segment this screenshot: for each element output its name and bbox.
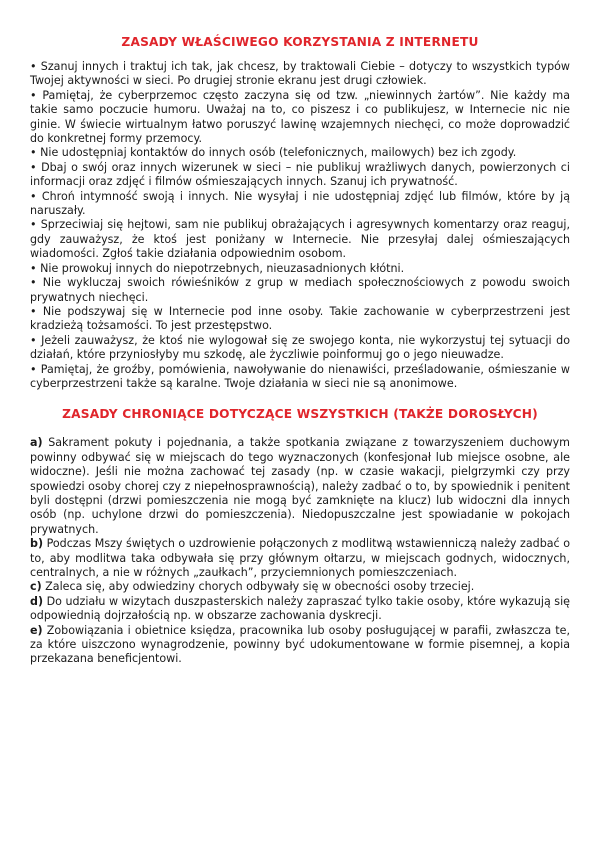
protective-rule-item xyxy=(30,580,570,594)
rule-text: Podczas Mszy świętych o uzdrowienie połączonych z modlitwą wstawienniczą należy zadbać o to, aby modlitwa taka odbywała się przy głównym ołtarzu, w miejscach godnych, widocznych, centralnych, a nie w różnych „zaułkach”, przyciemnionych pomieszczeniach. xyxy=(30,537,570,579)
internet-rule-item: • Dbaj o swój oraz innych wizerunek w sieci – nie publikuj wrażliwych danych, powierzonych ci informacji oraz zdjęć i filmów ośmieszających innych. Szanuj ich prywatność. xyxy=(30,160,570,189)
protective-rules-list xyxy=(30,436,570,667)
rule-text: Zaleca się, aby odwiedziny chorych odbywały się w obecności osoby trzeciej. xyxy=(41,580,475,594)
rule-letter: b) xyxy=(30,537,44,551)
internet-rule-item: • Nie udostępniaj kontaktów do innych osób (telefonicznych, mailowych) bez ich zgody. xyxy=(30,146,517,160)
internet-rule-item: • Nie prowokuj innych do niepotrzebnych, nieuzasadnionych kłótni. xyxy=(30,261,405,275)
internet-rule-item: • Chroń intymność swoją i innych. Nie wysyłaj i nie udostępniaj zdjęć lub filmów, które by ją naruszały. xyxy=(30,189,570,218)
internet-rule-item: • Pamiętaj, że cyberprzemoc często zaczyna się od tzw. „niewinnych żartów”. Nie każdy ma takie samo poczucie humoru. Uważaj na to, co piszesz i co publikujesz, w Internecie nic nie ginie. W świecie wirtualnym łatwo poruszyć lawinę wzajemnych niechęci, co może doprowadzić do konkretnej formy przemocy. xyxy=(30,88,570,146)
internet-rules-list xyxy=(30,60,570,391)
internet-rule-item: • Nie podszywaj się w Internecie pod inne osoby. Takie zachowanie w cyberprzestrzeni jest kradzieżą tożsamości. To jest przestępstwo. xyxy=(30,304,570,333)
protective-rule-item xyxy=(30,624,570,667)
internet-rule-item: • Pamiętaj, że groźby, pomówienia, nawoływanie do nienawiści, prześladowanie, ośmieszanie w cyberprzestrzeni także są karalne. Twoje działania w sieci nie są anonimowe. xyxy=(30,362,570,390)
section-internet-heading: ZASADY WŁAŚCIWEGO KORZYSTANIA Z INTERNETU xyxy=(121,35,479,49)
internet-rule-item: • Szanuj innych i traktuj ich tak, jak chcesz, by traktowali Ciebie – dotyczy to wszystkich typów Twojej aktywności w sieci. Po drugiej stronie ekranu jest drugi człowiek. xyxy=(30,60,570,88)
rule-letter: a) xyxy=(30,436,43,450)
rule-letter: c) xyxy=(30,580,42,594)
protective-rule-item xyxy=(30,537,570,580)
rule-text: Sakrament pokuty i pojednania, a także spotkania związane z towarzyszeniem duchowym powinny odbywać się w miejscach do tego wyznaczonych (konfesjonał lub miejsce osobne, ale widoczne). Jeśli nie można zachować tej zasady (np. w czasie wakacji, pielgrzymki czy przy spowiedzi osoby chorej czy z niepełnosprawnością), należy zadbać o to, by spowiednik i penitent byli dostępni (drzwi pomieszczenia nie mogą być zamknięte na klucz) lub widoczni dla innych osób (np. uchylone drzwi do pomieszczenia). Niedopuszczalne jest spowiadanie w pokojach prywatnych. xyxy=(30,436,570,536)
internet-rule-item: • Nie wykluczaj swoich rówieśników z grup w mediach społecznościowych z powodu swoich prywatnych niechęci. xyxy=(30,276,570,304)
rule-letter: d) xyxy=(30,594,44,608)
document-page xyxy=(30,34,570,667)
protective-rule-item xyxy=(30,436,570,537)
internet-rule-item: • Sprzeciwiaj się hejtowi, sam nie publikuj obrażających i agresywnych komentarzy oraz reaguj, gdy zauważysz, że ktoś jest poniżany w Internecie. Nie przesyłaj dalej ośmieszających wiadomości. Zgłoś takie działania odpowiednim osobom. xyxy=(30,218,570,261)
rule-letter: e) xyxy=(30,623,43,637)
rule-text: Do udziału w wizytach duszpasterskich należy zapraszać tylko takie osoby, które wykazują się odpowiednią dojrzałością np. w obszarze zachowania dyskrecji. xyxy=(30,594,570,623)
rule-text: Zobowiązania i obietnice księdza, pracownika lub osoby posługującej w parafii, zwłaszcza te, za które uiszczono wynagrodzenie, powinny być udokumentowane w formie pisemnej, a kopia przekazana beneficjentowi. xyxy=(30,623,570,666)
internet-rule-item: • Jeżeli zauważysz, że ktoś nie wylogował się ze swojego konta, nie wykorzystuj tej sytuacji do działań, które przyniosłyby mu szkodę, ale życzliwie poinformuj go o jego nieuwadze. xyxy=(30,333,570,362)
protective-rule-item xyxy=(30,595,570,624)
section-protective-heading: ZASADY CHRONIĄCE DOTYCZĄCE WSZYSTKICH (TAKŻE DOROSŁYCH) xyxy=(62,407,538,422)
